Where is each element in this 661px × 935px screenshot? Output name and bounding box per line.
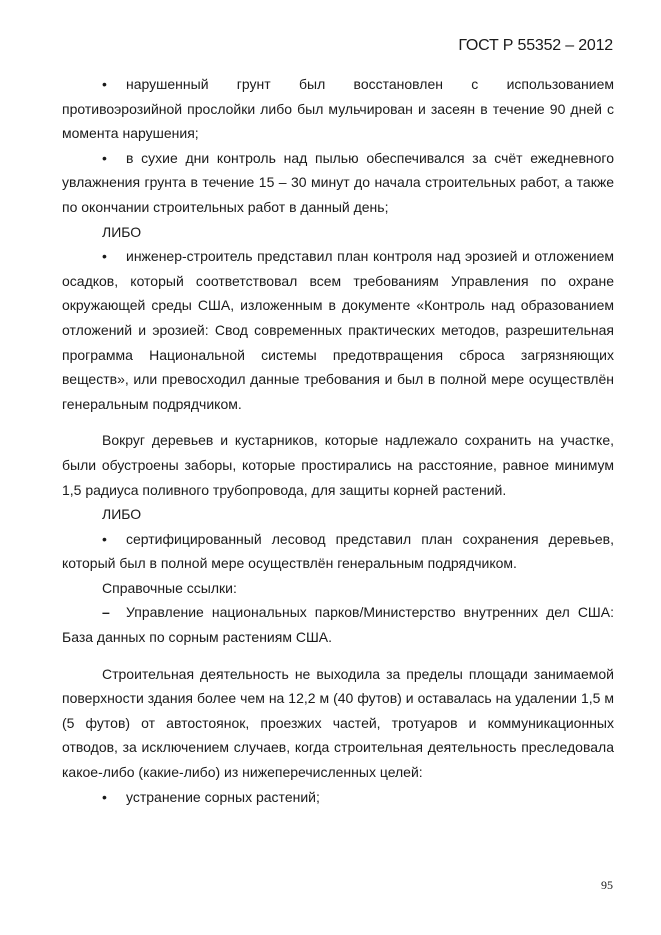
paragraph: Строительная деятельность не выходила за пределы площади занимаемой поверхности здания более чем на 12,2 м (40 футов) и оставалась на удалении 1,5 м (5 футов) от автостоянок, проезжих частей, тротуаров и коммуникационных отводов, за исключением случаев, когда строительная деятельность преследовала какое-либо (какие-либо) из нижеперечисленных целей: [62,665,614,781]
bullet-icon: • [102,248,107,265]
bullet-item [62,72,614,146]
bullet-text: инженер-строитель представил план контроля над эрозией и отложением осадков, который соответствовал всем требованиям Управления по охране окружающей среды США, изложенным в документе «Контроль над образованием отложений и эрозией: Свод современных практических методов, разрешительная программа Национальной системы предотвращения сброса загрязняющих веществ», или превосходил данные требования и был в полной мере осуществлён генеральным подрядчиком. [62,248,614,412]
page-number: 95 [601,878,613,892]
references-label: Справочные ссылки: [102,579,237,596]
bullet-item [62,244,614,416]
reference-item [62,600,614,649]
bullet-item [62,146,614,220]
bullet-text: в сухие дни контроль над пылью обеспечивался за счёт ежедневного увлажнения грунта в течение 15 – 30 минут до начала строительных работ, а также по окончании строительных работ в данный день; [62,149,614,215]
bullet-item [62,527,614,576]
bullet-icon: • [102,149,107,166]
or-label: ЛИБО [102,223,142,240]
or-label: ЛИБО [102,506,142,523]
bullet-icon: • [102,530,107,547]
bullet-text: сертифицированный лесовод представил план сохранения деревьев, который был в полной мере осуществлён генеральным подрядчиком. [62,530,614,572]
doc-code-header: ГОСТ Р 55352 – 2012 [458,37,613,54]
reference-text: Управление национальных парков/Министерство внутренних дел США: База данных по сорным растениям США. [62,604,614,646]
bullet-text: нарушенный грунт был восстановлен с использованием противоэрозийной прослойки либо был мульчирован и засеян в течение 90 дней с момента нарушения; [62,76,614,142]
dash-icon: – [102,604,110,621]
document-body [62,72,614,809]
bullet-text: устранение сорных растений; [126,788,320,805]
bullet-icon: • [102,76,107,92]
bullet-item [62,785,614,810]
bullet-icon: • [102,788,107,805]
paragraph: Вокруг деревьев и кустарников, которые надлежало сохранить на участке, были обустроены заборы, которые простирались на расстояние, равное минимум 1,5 радиуса поливного трубопровода, для защиты корней растений. [62,432,614,498]
